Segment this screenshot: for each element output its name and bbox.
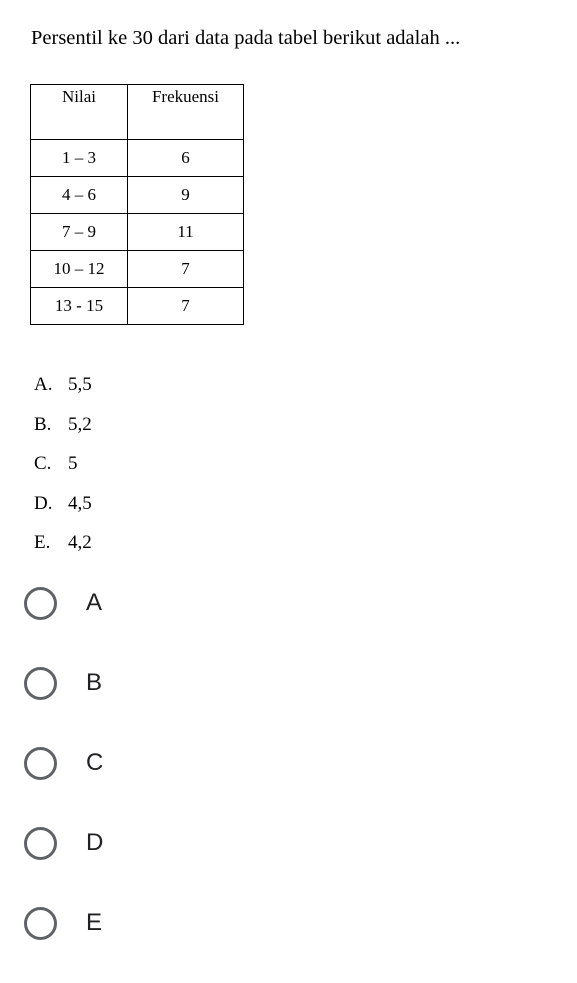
cell-nilai: 4 – 6 — [31, 177, 128, 214]
choice-label: C — [86, 749, 104, 776]
choice-label: B — [86, 669, 103, 696]
radio-circle-icon[interactable] — [24, 587, 57, 620]
answer-option-a: A. 5,5 — [34, 374, 92, 395]
radio-circle-icon[interactable] — [24, 827, 57, 860]
choice-label: A — [86, 589, 103, 616]
choice-d[interactable] — [24, 823, 103, 863]
radio-circle-icon[interactable] — [24, 907, 57, 940]
cell-nilai: 13 - 15 — [31, 288, 128, 325]
answer-option-c: C. 5 — [34, 453, 78, 474]
question-text: Persentil ke 30 dari data pada tabel berikut adalah ... — [31, 27, 461, 49]
header-frekuensi: Frekuensi — [128, 85, 244, 140]
table-row — [31, 251, 244, 288]
cell-frekuensi: 6 — [128, 140, 244, 177]
header-nilai: Nilai — [31, 85, 128, 140]
cell-frekuensi: 7 — [128, 288, 244, 325]
choice-c[interactable] — [24, 743, 103, 783]
choice-b[interactable] — [24, 663, 103, 703]
radio-circle-icon[interactable] — [24, 747, 57, 780]
answer-option-b: B. 5,2 — [34, 413, 92, 435]
cell-frekuensi: 9 — [128, 177, 244, 214]
cell-frekuensi: 7 — [128, 251, 244, 288]
table-row — [31, 214, 244, 251]
choice-label: D — [86, 829, 104, 856]
choice-e[interactable] — [24, 903, 103, 943]
table-row — [31, 288, 244, 325]
answer-option-e: E. 4,2 — [34, 532, 92, 553]
choice-a[interactable] — [24, 583, 103, 623]
radio-choice-group — [24, 583, 103, 983]
table-row — [31, 177, 244, 214]
cell-frekuensi: 11 — [128, 214, 244, 251]
table-header-row — [31, 85, 244, 140]
answer-options-list — [34, 365, 92, 563]
cell-nilai: 10 – 12 — [31, 251, 128, 288]
cell-nilai: 1 – 3 — [31, 140, 128, 177]
choice-label: E — [86, 909, 103, 936]
cell-nilai: 7 – 9 — [31, 214, 128, 251]
radio-circle-icon[interactable] — [24, 667, 57, 700]
table-row — [31, 140, 244, 177]
frequency-table — [30, 84, 244, 325]
answer-option-d: D. 4,5 — [34, 492, 92, 514]
